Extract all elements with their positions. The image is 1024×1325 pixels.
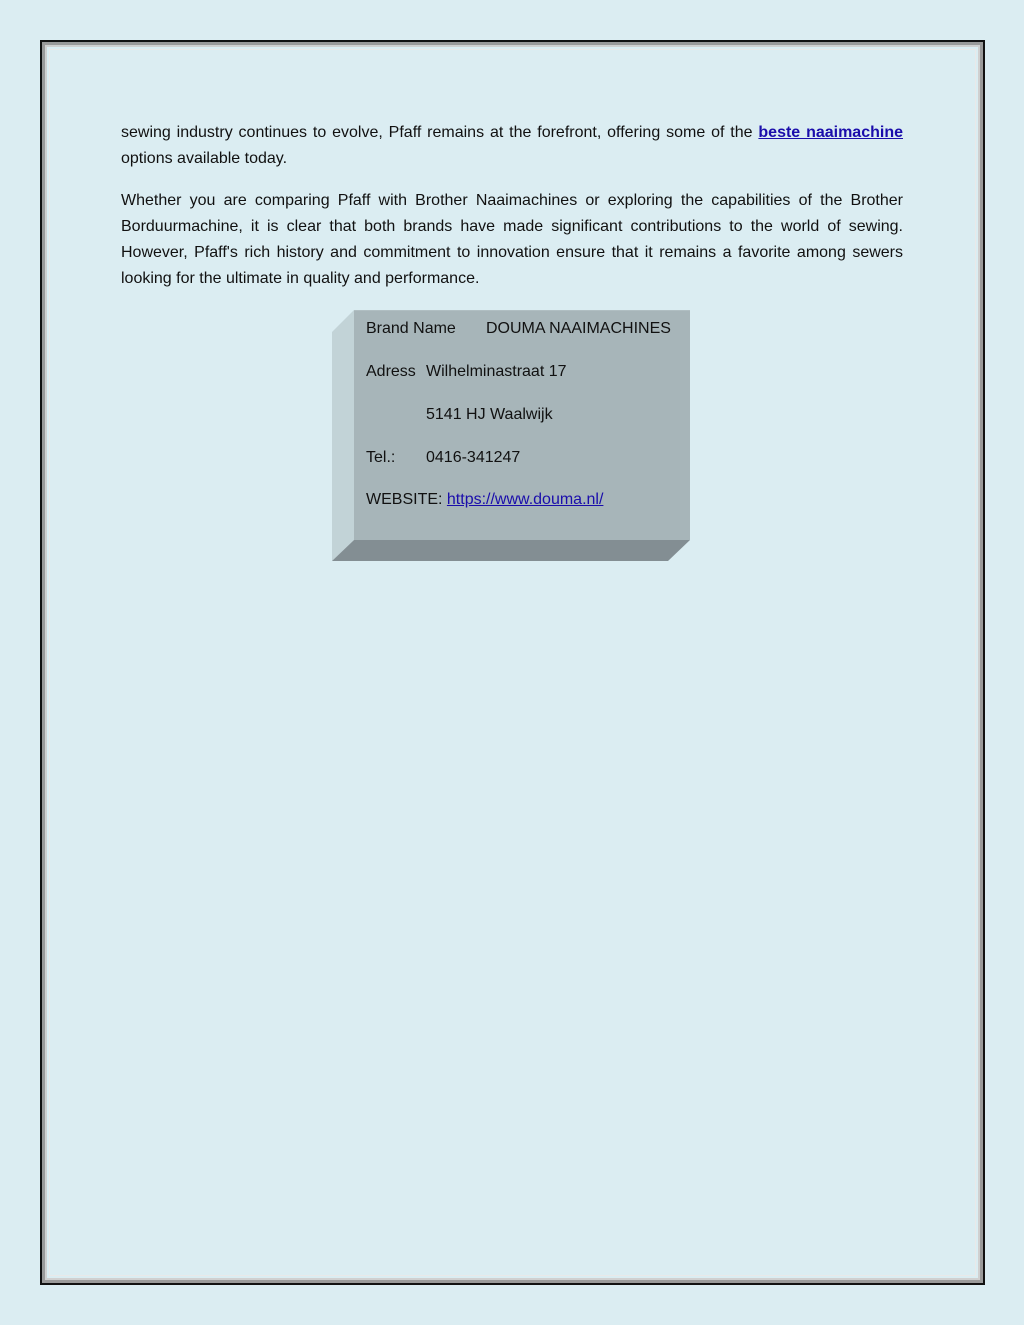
address-row-2	[426, 406, 553, 424]
paragraph-1	[121, 120, 903, 172]
address-label: Adress	[366, 363, 416, 380]
website-label: WEBSITE:	[366, 491, 443, 508]
brand-value: DOUMA NAAIMACHINES	[486, 320, 671, 337]
website-row	[366, 491, 603, 509]
address-line-2: 5141 HJ Waalwijk	[426, 406, 553, 423]
tel-row	[366, 449, 520, 467]
paragraph-1-text-end: options available today.	[121, 150, 288, 167]
beste-naaimachine-link[interactable]: beste naaimachine	[758, 124, 903, 141]
address-row	[366, 363, 567, 381]
website-link[interactable]: https://www.douma.nl/	[446, 491, 604, 508]
tel-value: 0416-341247	[426, 449, 521, 466]
contact-info-content	[354, 312, 688, 540]
address-line-1: Wilhelminastraat 17	[426, 363, 567, 380]
paragraph-2: Whether you are comparing Pfaff with Brother Naaimachines or exploring the capabilities of the Brother Borduurmachine, it is clear that both brands have made significant contributions to the world of sewing. However, Pfaff's rich history and commitment to innovation ensure that it remains a favorite among sewers looking for the ultimate in quality and performance.	[121, 192, 903, 287]
document-body	[121, 120, 903, 308]
paragraph-1-text-start: sewing industry continues to evolve, Pfaff remains at the forefront, offering some of the	[121, 124, 759, 141]
brand-row	[366, 320, 671, 338]
brand-label: Brand Name	[366, 320, 456, 337]
contact-info-box	[332, 310, 690, 561]
tel-label: Tel.:	[366, 449, 396, 466]
